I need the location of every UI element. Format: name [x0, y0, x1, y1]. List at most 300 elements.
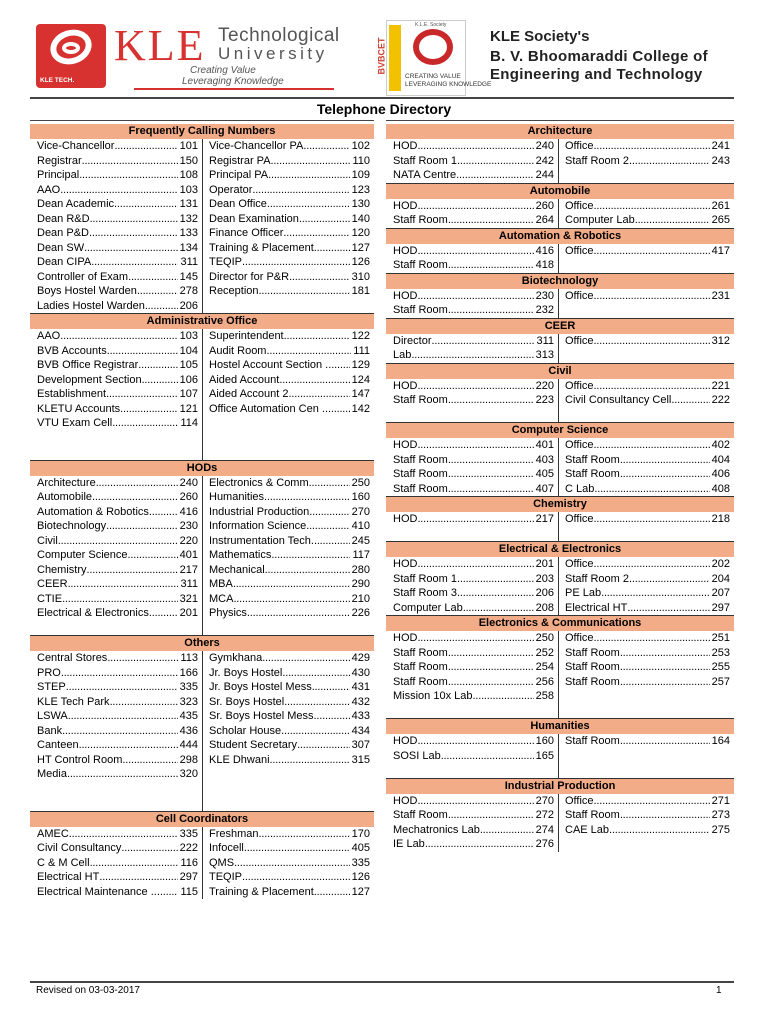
section-header: Cell Coordinators: [30, 812, 374, 827]
directory-row: [386, 199, 734, 214]
directory-entry: [202, 387, 374, 402]
directory-entry: [558, 646, 734, 661]
entry-extension: 170: [351, 827, 370, 840]
entry-name: Gymkhana: [209, 652, 263, 664]
directory-entry: [30, 329, 202, 344]
directory-entry: [386, 808, 558, 823]
directory-entry: [558, 244, 734, 259]
directory-entry: [202, 534, 374, 549]
directory-entry: [202, 885, 374, 900]
column-divider: [558, 438, 559, 496]
entry-name: Architecture: [37, 476, 96, 489]
section-header: Chemistry: [386, 497, 734, 512]
directory-entry: [202, 226, 374, 241]
leader-dots: [309, 505, 349, 520]
directory-entry: [558, 213, 734, 228]
column-divider: [202, 827, 203, 900]
entry-name: HOD: [393, 140, 418, 152]
section-cell-coordinators: [30, 812, 374, 900]
entry-name: Civil: [37, 534, 58, 547]
entry-extension: 335: [351, 856, 370, 869]
leader-dots: [244, 841, 350, 856]
column-divider: [202, 651, 203, 811]
column-divider: [558, 289, 559, 318]
leader-dots: [417, 244, 533, 259]
entry-extension: 129: [351, 359, 370, 371]
entry-extension: 222: [179, 842, 198, 854]
section-computer-science: [386, 423, 734, 497]
directory-entry: [30, 856, 202, 871]
section-automation-robotics: [386, 229, 734, 274]
entry-name: Staff Room 1: [393, 154, 457, 167]
directory-entry: [558, 675, 734, 690]
entry-name: Electronics & Comm: [209, 476, 309, 489]
directory-entry: [30, 870, 202, 885]
entry-extension: 275: [711, 823, 730, 836]
entry-extension: 242: [535, 154, 554, 167]
entry-name: HOD: [393, 244, 418, 257]
empty-cell: [386, 763, 558, 778]
leader-dots: [247, 606, 350, 621]
directory-entry: [30, 519, 202, 534]
directory-entry: [30, 387, 202, 402]
entry-extension: 202: [711, 558, 730, 570]
entry-name: VTU Exam Cell: [37, 417, 113, 429]
bvb-logo-vertical-text: BVBCET: [376, 37, 387, 75]
entry-name: Office: [565, 244, 594, 257]
directory-entry: [202, 606, 374, 621]
leader-dots: [448, 213, 534, 228]
directory-entry: [30, 373, 202, 388]
empty-cell: [202, 445, 374, 460]
directory-entry: [386, 823, 558, 838]
directory-entry: [386, 794, 558, 809]
leader-dots: [270, 753, 350, 768]
entry-name: KLETU Accounts: [37, 402, 121, 415]
entry-name: Office: [565, 140, 594, 152]
leader-dots: [594, 631, 710, 646]
entry-name: Dean P&D: [37, 227, 89, 239]
entry-extension: 418: [535, 259, 554, 271]
entry-name: Bank: [37, 724, 63, 737]
entry-extension: 165: [535, 749, 554, 762]
directory-entry: [202, 490, 374, 505]
column-divider: [558, 631, 559, 718]
entry-extension: 405: [351, 842, 370, 854]
entry-extension: 252: [535, 646, 554, 659]
directory-entry: [386, 557, 558, 572]
section-header: Computer Science: [386, 423, 734, 438]
column-divider: [558, 794, 559, 852]
entry-name: Staff Room: [393, 259, 448, 271]
directory-entry: [386, 258, 558, 273]
leader-dots: [448, 258, 534, 273]
university-title-line1: Technological: [218, 25, 340, 46]
entry-name: Computer Science: [37, 549, 128, 561]
entry-extension: 208: [535, 601, 554, 614]
directory-entry: [202, 577, 374, 592]
leader-dots: [282, 666, 349, 681]
entry-extension: 243: [711, 154, 730, 167]
entry-extension: 434: [351, 724, 370, 737]
leader-dots: [149, 505, 178, 520]
leader-dots: [284, 329, 350, 344]
empty-cell: [202, 767, 374, 782]
directory-entry: [202, 592, 374, 607]
entry-extension: 272: [535, 809, 554, 821]
leader-dots: [601, 586, 710, 601]
leader-dots: [314, 709, 350, 724]
entry-name: Information Science: [209, 520, 307, 532]
directory-row: [386, 438, 734, 453]
entry-extension: 124: [351, 373, 370, 386]
entry-extension: 298: [179, 753, 198, 766]
leader-dots: [448, 675, 534, 690]
bvb-logo-tagline-2: LEVERAGING KNOWLEDGE: [405, 81, 492, 88]
empty-cell: [202, 782, 374, 797]
directory-row: [386, 408, 734, 423]
directory-entry: [30, 738, 202, 753]
section-ceer: [386, 319, 734, 364]
college-name-line2: B. V. Bhoomaraddi College of: [490, 48, 708, 65]
section-entries: [386, 512, 734, 541]
entry-name: Dean R&D: [37, 212, 90, 225]
section-architecture: [386, 124, 734, 184]
entry-name: Dean Academic: [37, 198, 115, 210]
leader-dots: [620, 660, 710, 675]
entry-name: Staff Room: [393, 304, 448, 316]
leader-dots: [594, 199, 710, 214]
leader-dots: [629, 572, 710, 587]
directory-entry: [558, 393, 734, 408]
entry-name: HOD: [393, 794, 418, 807]
leader-dots: [303, 139, 349, 154]
empty-cell: [30, 445, 202, 460]
entry-name: Canteen: [37, 739, 79, 751]
directory-entry: [202, 856, 374, 871]
leader-dots: [297, 738, 350, 753]
leader-dots: [417, 794, 533, 809]
leader-dots: [110, 695, 178, 710]
entry-extension: 230: [535, 289, 554, 302]
section-header: Automation & Robotics: [386, 229, 734, 244]
directory-entry: [558, 586, 734, 601]
directory-entry: [202, 709, 374, 724]
directory-entry: [558, 557, 734, 572]
directory-entry: [386, 482, 558, 497]
entry-extension: 160: [351, 491, 370, 503]
directory-entry: [558, 823, 734, 838]
entry-name: Hostel Account Section ..: [209, 359, 332, 371]
directory-entry: [202, 284, 374, 299]
leader-dots: [112, 416, 178, 431]
entry-name: Biotechnology: [37, 520, 107, 532]
leader-dots: [448, 646, 534, 661]
leader-dots: [463, 601, 534, 616]
entry-extension: 416: [535, 244, 554, 257]
section-entries: [386, 289, 734, 318]
section-header: Civil: [386, 364, 734, 379]
leader-dots: [106, 519, 178, 534]
leader-dots: [671, 393, 709, 408]
entry-extension: 280: [351, 563, 370, 576]
entry-extension: 201: [179, 607, 198, 619]
entry-extension: 127: [351, 885, 370, 898]
directory-entry: [202, 270, 374, 285]
directory-entry: [30, 270, 202, 285]
section-header: Electrical & Electronics: [386, 542, 734, 557]
entry-name: Instrumentation Tech.: [209, 534, 314, 547]
entry-extension: 245: [351, 534, 370, 547]
entry-extension: 270: [351, 505, 370, 518]
entry-name: HOD: [393, 735, 418, 747]
leader-dots: [594, 139, 710, 154]
directory-row: [386, 139, 734, 154]
entry-extension: 103: [179, 330, 198, 342]
directory-entry: [386, 467, 558, 482]
leader-dots: [107, 651, 178, 666]
section-electronics-communications: [386, 616, 734, 719]
entry-extension: 223: [535, 394, 554, 406]
section-electrical-electronics: [386, 542, 734, 616]
entry-name: Office: [565, 439, 594, 451]
directory-entry: [30, 534, 202, 549]
directory-entry: [558, 482, 734, 497]
leader-dots: [309, 476, 350, 491]
column-divider: [558, 244, 559, 273]
page-number: 1: [716, 985, 722, 996]
empty-cell: [30, 796, 202, 811]
entry-name: Electrical Maintenance ...: [37, 885, 160, 898]
entry-extension: 115: [180, 885, 198, 898]
leader-dots: [314, 885, 350, 900]
empty-cell: [202, 796, 374, 811]
directory-row: [386, 379, 734, 394]
college-name-line3: Engineering and Technology: [490, 66, 703, 83]
directory-entry: [386, 512, 558, 527]
directory-entry: [386, 438, 558, 453]
directory-entry: [30, 197, 202, 212]
entry-extension: 258: [535, 690, 554, 702]
entry-name: CEER: [37, 578, 68, 590]
entry-name: Staff Room: [565, 809, 620, 821]
column-divider: [558, 557, 559, 615]
directory-entry: [558, 808, 734, 823]
entry-name: Civil Consultancy Cell: [565, 394, 672, 406]
leader-dots: [594, 379, 710, 394]
leader-dots: [87, 563, 178, 578]
directory-entry: [202, 197, 374, 212]
section-entries: [386, 438, 734, 496]
empty-cell: [558, 749, 734, 764]
leader-dots: [448, 303, 534, 318]
leader-dots: [234, 856, 350, 871]
entry-name: Training & Placement: [209, 885, 314, 898]
leader-dots: [411, 348, 533, 363]
directory-row: [386, 660, 734, 675]
directory-entry: [558, 139, 734, 154]
entry-extension: 231: [711, 289, 730, 302]
university-title-line2: University: [218, 44, 328, 63]
entry-extension: 126: [351, 871, 370, 883]
section-entries: [30, 651, 374, 811]
leader-dots: [90, 212, 178, 227]
entry-extension: 323: [179, 695, 198, 708]
section-others: [30, 636, 374, 812]
directory-entry: [558, 453, 734, 468]
entry-extension: 436: [179, 724, 198, 737]
section-header: Frequently Calling Numbers: [30, 124, 374, 139]
empty-cell: [558, 837, 734, 852]
entry-name: TEQIP: [209, 256, 243, 268]
directory-entry: [202, 183, 374, 198]
section-header: Industrial Production: [386, 779, 734, 794]
entry-extension: 435: [179, 710, 198, 722]
leader-dots: [128, 270, 178, 285]
entry-name: Training & Placement: [209, 241, 314, 254]
column-divider: [558, 139, 559, 183]
leader-dots: [264, 490, 350, 505]
entry-name: Staff Room: [565, 735, 620, 747]
leader-dots: [594, 438, 710, 453]
directory-entry: [30, 709, 202, 724]
entry-extension: 257: [711, 675, 730, 688]
directory-entry: [386, 586, 558, 601]
leader-dots: [99, 870, 177, 885]
leader-dots: [289, 387, 350, 402]
entry-extension: 130: [351, 198, 370, 210]
directory-row: [386, 334, 734, 349]
leader-dots: [620, 808, 710, 823]
leader-dots: [107, 344, 178, 359]
entry-name: PRO: [37, 666, 61, 679]
directory-entry: [202, 563, 374, 578]
right-column-top-rule: [386, 120, 734, 121]
directory-entry: [30, 168, 202, 183]
directory-row: [386, 303, 734, 318]
entry-name: BVB Office Registrar: [37, 359, 139, 371]
directory-entry: [558, 794, 734, 809]
empty-cell: [558, 527, 734, 542]
entry-name: Office: [565, 632, 594, 644]
directory-row: [386, 527, 734, 542]
directory-row: [386, 512, 734, 527]
kle-logo-tag: KLE TECH.: [40, 77, 75, 84]
leader-dots: [594, 334, 710, 349]
entry-extension: 261: [711, 199, 730, 212]
directory-entry: [202, 139, 374, 154]
right-column: [386, 124, 734, 852]
page-title: Telephone Directory: [316, 101, 452, 117]
directory-entry: [30, 358, 202, 373]
directory-entry: [202, 724, 374, 739]
entry-extension: 250: [535, 632, 554, 644]
section-header: Electronics & Communications: [386, 616, 734, 631]
entry-extension: 290: [351, 578, 370, 590]
leader-dots: [328, 402, 350, 417]
leader-dots: [312, 680, 350, 695]
directory-row: [386, 823, 734, 838]
entry-name: HOD: [393, 439, 418, 451]
entry-extension: 311: [180, 256, 198, 268]
entry-name: Registrar PA: [209, 154, 271, 167]
empty-cell: [558, 689, 734, 704]
entry-name: Staff Room: [565, 675, 620, 688]
leader-dots: [242, 255, 350, 270]
directory-entry: [30, 885, 202, 900]
leader-dots: [480, 823, 534, 838]
empty-cell: [202, 621, 374, 636]
leader-dots: [417, 512, 533, 527]
entry-name: Vice-Chancellor PA: [209, 140, 304, 152]
entry-extension: 432: [351, 695, 370, 708]
entry-name: Office: [565, 289, 594, 302]
directory-row: [386, 289, 734, 304]
directory-entry: [202, 695, 374, 710]
leader-dots: [417, 557, 533, 572]
leader-dots: [69, 827, 178, 842]
leader-dots: [267, 197, 350, 212]
leader-dots: [271, 548, 350, 563]
directory-entry: [30, 651, 202, 666]
entry-name: KLE Tech Park: [37, 695, 110, 708]
directory-entry: [386, 601, 558, 616]
leader-dots: [457, 586, 534, 601]
directory-entry: [30, 577, 202, 592]
entry-extension: 335: [179, 681, 198, 693]
entry-extension: 164: [711, 735, 730, 747]
entry-extension: 271: [711, 794, 730, 807]
column-divider: [558, 512, 559, 541]
entry-extension: 256: [535, 675, 554, 688]
directory-entry: [30, 753, 202, 768]
leader-dots: [242, 870, 350, 885]
entry-extension: 430: [351, 666, 370, 679]
college-name-line1: KLE Society's: [490, 28, 590, 45]
leader-dots: [448, 482, 534, 497]
directory-entry: [202, 154, 374, 169]
entry-extension: 274: [535, 823, 554, 836]
directory-entry: [386, 393, 558, 408]
entry-name: Office: [565, 379, 594, 392]
directory-entry: [202, 241, 374, 256]
entry-name: MBA: [209, 578, 233, 590]
entry-name: Mechatronics Lab: [393, 823, 480, 836]
directory-row: [386, 557, 734, 572]
entry-extension: 254: [535, 661, 554, 673]
leader-dots: [594, 289, 710, 304]
entry-extension: 240: [179, 476, 198, 489]
entry-name: Office: [565, 513, 594, 525]
leader-dots: [417, 139, 533, 154]
entry-extension: 111: [353, 344, 370, 357]
entry-extension: 201: [535, 558, 554, 570]
leader-dots: [594, 244, 710, 259]
leader-dots: [620, 675, 710, 690]
leader-dots: [96, 476, 178, 491]
directory-entry: [386, 348, 558, 363]
directory-entry: [202, 358, 374, 373]
empty-cell: [558, 348, 734, 363]
entry-extension: 117: [352, 549, 370, 561]
directory-row: [386, 244, 734, 259]
entry-name: AAO: [37, 330, 61, 342]
leader-dots: [271, 154, 351, 169]
entry-extension: 320: [179, 768, 198, 780]
leader-dots: [331, 358, 349, 373]
entry-name: AAO: [37, 183, 61, 196]
entry-extension: 203: [535, 572, 554, 585]
